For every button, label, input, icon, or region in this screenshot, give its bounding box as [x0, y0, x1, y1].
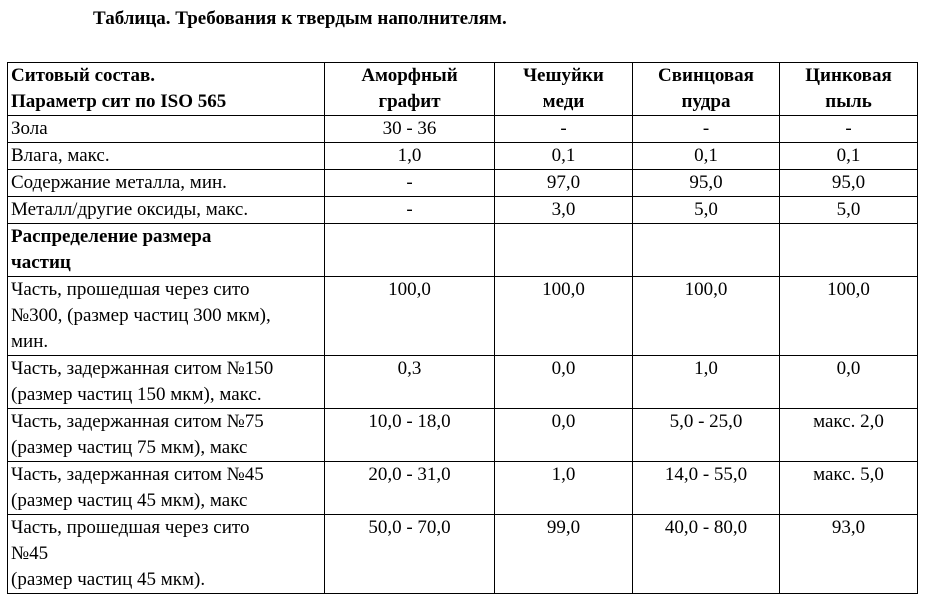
- section-row: [8, 224, 918, 277]
- table-cell: 0,3: [325, 356, 495, 409]
- column-header-lead: [633, 63, 780, 116]
- param-header-line2: Параметр сит по ISO 565: [11, 91, 227, 112]
- column-header-line2: пудра: [681, 91, 731, 112]
- table-caption: Таблица. Требования к твердым наполнителям.: [93, 8, 507, 29]
- table-cell: 95,0: [633, 170, 780, 197]
- param-header-line1: Ситовый состав.: [11, 65, 156, 86]
- table-cell: 30 - 36: [325, 116, 495, 143]
- table-cell: 97,0: [495, 170, 633, 197]
- table-row: [8, 143, 918, 170]
- table-cell: 3,0: [495, 197, 633, 224]
- empty-cell: [780, 224, 918, 277]
- column-header-line2: пыль: [825, 91, 872, 112]
- table-cell: 5,0: [633, 197, 780, 224]
- table-cell: -: [780, 116, 918, 143]
- table-cell: 100,0: [325, 277, 495, 356]
- table-cell: 99,0: [495, 515, 633, 594]
- table-cell: 100,0: [633, 277, 780, 356]
- table-cell: -: [325, 170, 495, 197]
- row-label: [8, 356, 325, 409]
- row-label: [8, 515, 325, 594]
- table-cell: 1,0: [495, 462, 633, 515]
- table-cell: 5,0 - 25,0: [633, 409, 780, 462]
- row-label-line: (размер частиц 45 мкм), макс: [11, 490, 248, 511]
- table-row: [8, 409, 918, 462]
- table-cell: макс. 2,0: [780, 409, 918, 462]
- empty-cell: [495, 224, 633, 277]
- row-label: [8, 462, 325, 515]
- table-cell: макс. 5,0: [780, 462, 918, 515]
- table-cell: 20,0 - 31,0: [325, 462, 495, 515]
- table-row: [8, 197, 918, 224]
- row-label: [8, 409, 325, 462]
- row-label: Содержание металла, мин.: [8, 170, 325, 197]
- section-title: [8, 224, 325, 277]
- column-header-line1: Аморфный: [361, 65, 458, 86]
- table-cell: 40,0 - 80,0: [633, 515, 780, 594]
- column-header-line2: графит: [378, 91, 441, 112]
- table-cell: 0,1: [633, 143, 780, 170]
- table-cell: 0,0: [495, 409, 633, 462]
- row-label-line: (размер частиц 150 мкм), макс.: [11, 384, 262, 405]
- table-cell: 1,0: [633, 356, 780, 409]
- table-cell: 5,0: [780, 197, 918, 224]
- row-label: Металл/другие оксиды, макс.: [8, 197, 325, 224]
- table-cell: 14,0 - 55,0: [633, 462, 780, 515]
- column-header-line1: Свинцовая: [658, 65, 754, 86]
- row-label-line: Часть, прошедшая через сито: [11, 517, 250, 538]
- row-label-line: мин.: [11, 331, 49, 352]
- table-row: [8, 277, 918, 356]
- row-label-line: Часть, задержанная ситом №45: [11, 464, 264, 485]
- column-header-copper: [495, 63, 633, 116]
- header-row: [8, 63, 918, 116]
- row-label-line: Часть, прошедшая через сито: [11, 279, 250, 300]
- table-cell: 95,0: [780, 170, 918, 197]
- column-header-line2: меди: [542, 91, 585, 112]
- table-cell: 50,0 - 70,0: [325, 515, 495, 594]
- table-row: [8, 462, 918, 515]
- section-title-line1: Распределение размера: [11, 226, 212, 247]
- row-label: [8, 277, 325, 356]
- table-row: [8, 170, 918, 197]
- column-header-line1: Цинковая: [805, 65, 892, 86]
- table-cell: -: [633, 116, 780, 143]
- column-header-graphite: [325, 63, 495, 116]
- empty-cell: [633, 224, 780, 277]
- column-header-line1: Чешуйки: [523, 65, 604, 86]
- row-label-line: Часть, задержанная ситом №150: [11, 358, 274, 379]
- filler-requirements-table: [7, 62, 918, 594]
- table-row: [8, 515, 918, 594]
- row-label-line: №45: [11, 543, 49, 564]
- table-cell: 0,1: [780, 143, 918, 170]
- table-cell: 10,0 - 18,0: [325, 409, 495, 462]
- table-cell: -: [495, 116, 633, 143]
- table-row: [8, 356, 918, 409]
- row-label-line: (размер частиц 75 мкм), макс: [11, 437, 248, 458]
- param-header-cell: [8, 63, 325, 116]
- table-cell: 100,0: [780, 277, 918, 356]
- table-cell: 0,1: [495, 143, 633, 170]
- row-label: Зола: [8, 116, 325, 143]
- table-cell: 0,0: [495, 356, 633, 409]
- table-cell: 100,0: [495, 277, 633, 356]
- section-title-line2: частиц: [11, 252, 71, 273]
- row-label-line: №300, (размер частиц 300 мкм),: [11, 305, 271, 326]
- column-header-zinc: [780, 63, 918, 116]
- table-cell: 1,0: [325, 143, 495, 170]
- table-cell: 93,0: [780, 515, 918, 594]
- table-row: [8, 116, 918, 143]
- row-label-line: Часть, задержанная ситом №75: [11, 411, 264, 432]
- table-cell: 0,0: [780, 356, 918, 409]
- row-label-line: (размер частиц 45 мкм).: [11, 569, 206, 590]
- table-cell: -: [325, 197, 495, 224]
- row-label: Влага, макс.: [8, 143, 325, 170]
- empty-cell: [325, 224, 495, 277]
